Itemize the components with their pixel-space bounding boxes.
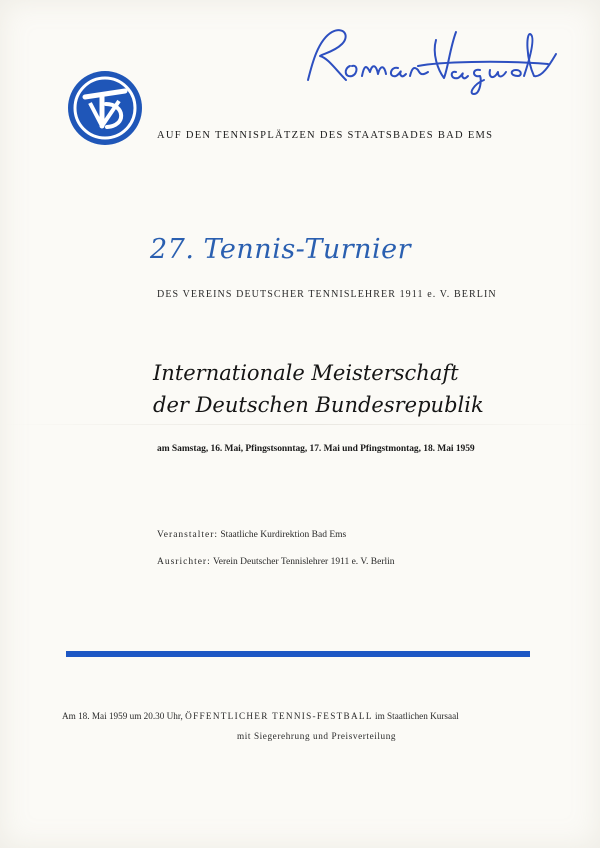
- veranstalter-label: Veranstalter:: [157, 530, 219, 540]
- ausrichter-value: Verein Deutscher Tennislehrer 1911 e. V. Berlin: [212, 557, 395, 567]
- festball-line-1: [62, 711, 542, 721]
- venue-heading: AUF DEN TENNISPLÄTZEN DES STAATSBADES BAD EMS: [157, 130, 494, 141]
- festball-location: im Staatlichen Kursaal: [375, 711, 459, 721]
- page-fold: [0, 424, 600, 425]
- festball-event: ÖFFENTLICHER TENNIS-FESTBALL: [185, 711, 373, 721]
- festball-prefix: Am 18. Mai 1959 um 20.30 Uhr,: [62, 711, 183, 721]
- tournament-dates: am Samstag, 16. Mai, Pfingstsonntag, 17. Mai und Pfingstmontag, 18. Mai 1959: [157, 444, 475, 454]
- championship-line-1: Internationale Meisterschaft: [153, 361, 459, 385]
- blue-divider: [66, 651, 530, 657]
- signature: [298, 14, 560, 98]
- ausrichter-label: Ausrichter:: [157, 557, 211, 567]
- ausrichter-row: [157, 557, 537, 567]
- veranstalter-row: [157, 530, 537, 540]
- association-line: DES VEREINS DEUTSCHER TENNISLEHRER 1911 e. V. BERLIN: [157, 289, 497, 300]
- festball-line-2: mit Siegerehrung und Preisverteilung: [237, 731, 397, 741]
- veranstalter-value: Staatliche Kurdirektion Bad Ems: [220, 530, 347, 540]
- tvd-logo-icon: [67, 70, 143, 146]
- tournament-title: 27. Tennis-Turnier: [150, 234, 412, 265]
- championship-line-2: der Deutschen Bundesrepublik: [153, 393, 484, 417]
